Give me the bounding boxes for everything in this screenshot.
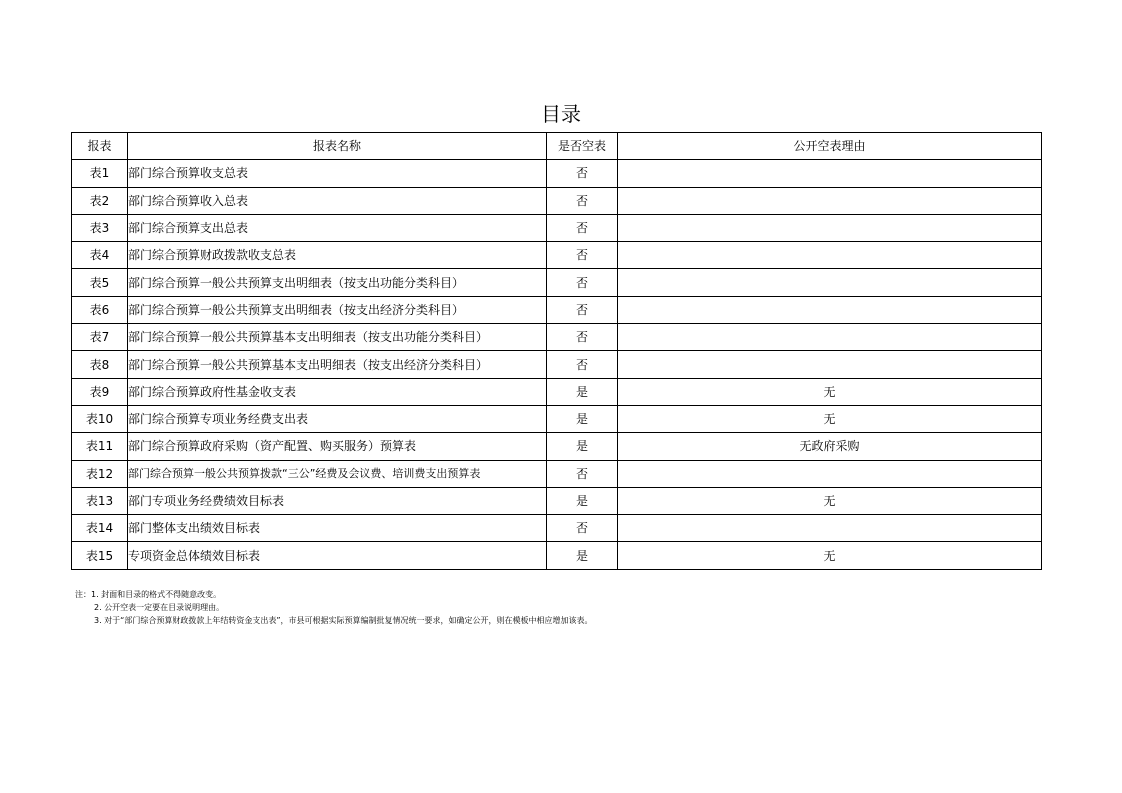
- empty-reason: [618, 269, 1042, 296]
- report-id: 表7: [72, 324, 128, 351]
- table-header-row: [72, 133, 1042, 160]
- column-header-report-name: 报表名称: [128, 133, 547, 160]
- report-id: 表15: [72, 542, 128, 569]
- empty-reason: [618, 214, 1042, 241]
- report-id: 表10: [72, 405, 128, 432]
- empty-reason: 无: [618, 378, 1042, 405]
- is-empty-value: 是: [547, 542, 618, 569]
- report-name: 部门综合预算支出总表: [128, 214, 547, 241]
- empty-reason: 无: [618, 487, 1042, 514]
- table-row: [72, 351, 1042, 378]
- empty-reason: [618, 515, 1042, 542]
- is-empty-value: 否: [547, 269, 618, 296]
- report-name: 部门综合预算一般公共预算支出明细表（按支出经济分类科目）: [128, 296, 547, 323]
- is-empty-value: 否: [547, 214, 618, 241]
- is-empty-value: 否: [547, 242, 618, 269]
- table-row: [72, 405, 1042, 432]
- report-id: 表8: [72, 351, 128, 378]
- table-row: [72, 460, 1042, 487]
- report-id: 表2: [72, 187, 128, 214]
- is-empty-value: 否: [547, 351, 618, 378]
- table-row: [72, 515, 1042, 542]
- table-row: [72, 378, 1042, 405]
- table-row: [72, 433, 1042, 460]
- footnote-1: 注：1. 封面和目录的格式不得随意改变。: [75, 590, 222, 599]
- report-id: 表14: [72, 515, 128, 542]
- report-id: 表12: [72, 460, 128, 487]
- column-header-report: 报表: [72, 133, 128, 160]
- is-empty-value: 是: [547, 405, 618, 432]
- table-row: [72, 324, 1042, 351]
- is-empty-value: 否: [547, 187, 618, 214]
- is-empty-value: 否: [547, 296, 618, 323]
- report-name: 部门综合预算专项业务经费支出表: [128, 405, 547, 432]
- report-id: 表11: [72, 433, 128, 460]
- empty-reason: 无政府采购: [618, 433, 1042, 460]
- table-row: [72, 160, 1042, 187]
- is-empty-value: 否: [547, 160, 618, 187]
- is-empty-value: 是: [547, 487, 618, 514]
- empty-reason: [618, 296, 1042, 323]
- footnote-2: 2. 公开空表一定要在目录说明理由。: [94, 603, 225, 612]
- report-id: 表4: [72, 242, 128, 269]
- report-name: 部门综合预算一般公共预算拨款“三公”经费及会议费、培训费支出预算表: [128, 460, 547, 487]
- table-row: [72, 269, 1042, 296]
- footnotes: [75, 588, 592, 627]
- empty-reason: [618, 324, 1042, 351]
- column-header-empty-reason: 公开空表理由: [618, 133, 1042, 160]
- report-name: 部门专项业务经费绩效目标表: [128, 487, 547, 514]
- empty-reason: [618, 160, 1042, 187]
- report-id: 表3: [72, 214, 128, 241]
- is-empty-value: 否: [547, 460, 618, 487]
- report-name: 部门综合预算收入总表: [128, 187, 547, 214]
- is-empty-value: 否: [547, 515, 618, 542]
- empty-reason: [618, 460, 1042, 487]
- table-row: [72, 542, 1042, 569]
- table-row: [72, 487, 1042, 514]
- table-row: [72, 296, 1042, 323]
- report-name: 部门综合预算政府采购（资产配置、购买服务）预算表: [128, 433, 547, 460]
- report-name: 部门综合预算财政拨款收支总表: [128, 242, 547, 269]
- report-name: 部门综合预算一般公共预算支出明细表（按支出功能分类科目）: [128, 269, 547, 296]
- report-id: 表6: [72, 296, 128, 323]
- report-name: 部门综合预算一般公共预算基本支出明细表（按支出功能分类科目）: [128, 324, 547, 351]
- footnote-3: 3. 对于“部门综合预算财政拨款上年结转资金支出表”，市县可根据实际预算编制批复情况统一要求，如确定公开，则在模板中相应增加该表。: [94, 616, 593, 625]
- is-empty-value: 否: [547, 324, 618, 351]
- empty-reason: [618, 351, 1042, 378]
- report-name: 部门综合预算收支总表: [128, 160, 547, 187]
- is-empty-value: 是: [547, 378, 618, 405]
- report-id: 表13: [72, 487, 128, 514]
- is-empty-value: 是: [547, 433, 618, 460]
- report-id: 表9: [72, 378, 128, 405]
- catalog-table: [71, 132, 1042, 570]
- report-name: 部门综合预算政府性基金收支表: [128, 378, 547, 405]
- empty-reason: [618, 187, 1042, 214]
- table-row: [72, 242, 1042, 269]
- table-row: [72, 214, 1042, 241]
- page-title: 目录: [541, 102, 581, 126]
- table-row: [72, 187, 1042, 214]
- empty-reason: [618, 242, 1042, 269]
- report-id: 表1: [72, 160, 128, 187]
- empty-reason: 无: [618, 405, 1042, 432]
- report-name: 部门整体支出绩效目标表: [128, 515, 547, 542]
- report-name: 部门综合预算一般公共预算基本支出明细表（按支出经济分类科目）: [128, 351, 547, 378]
- empty-reason: 无: [618, 542, 1042, 569]
- column-header-is-empty: 是否空表: [547, 133, 618, 160]
- report-id: 表5: [72, 269, 128, 296]
- report-name: 专项资金总体绩效目标表: [128, 542, 547, 569]
